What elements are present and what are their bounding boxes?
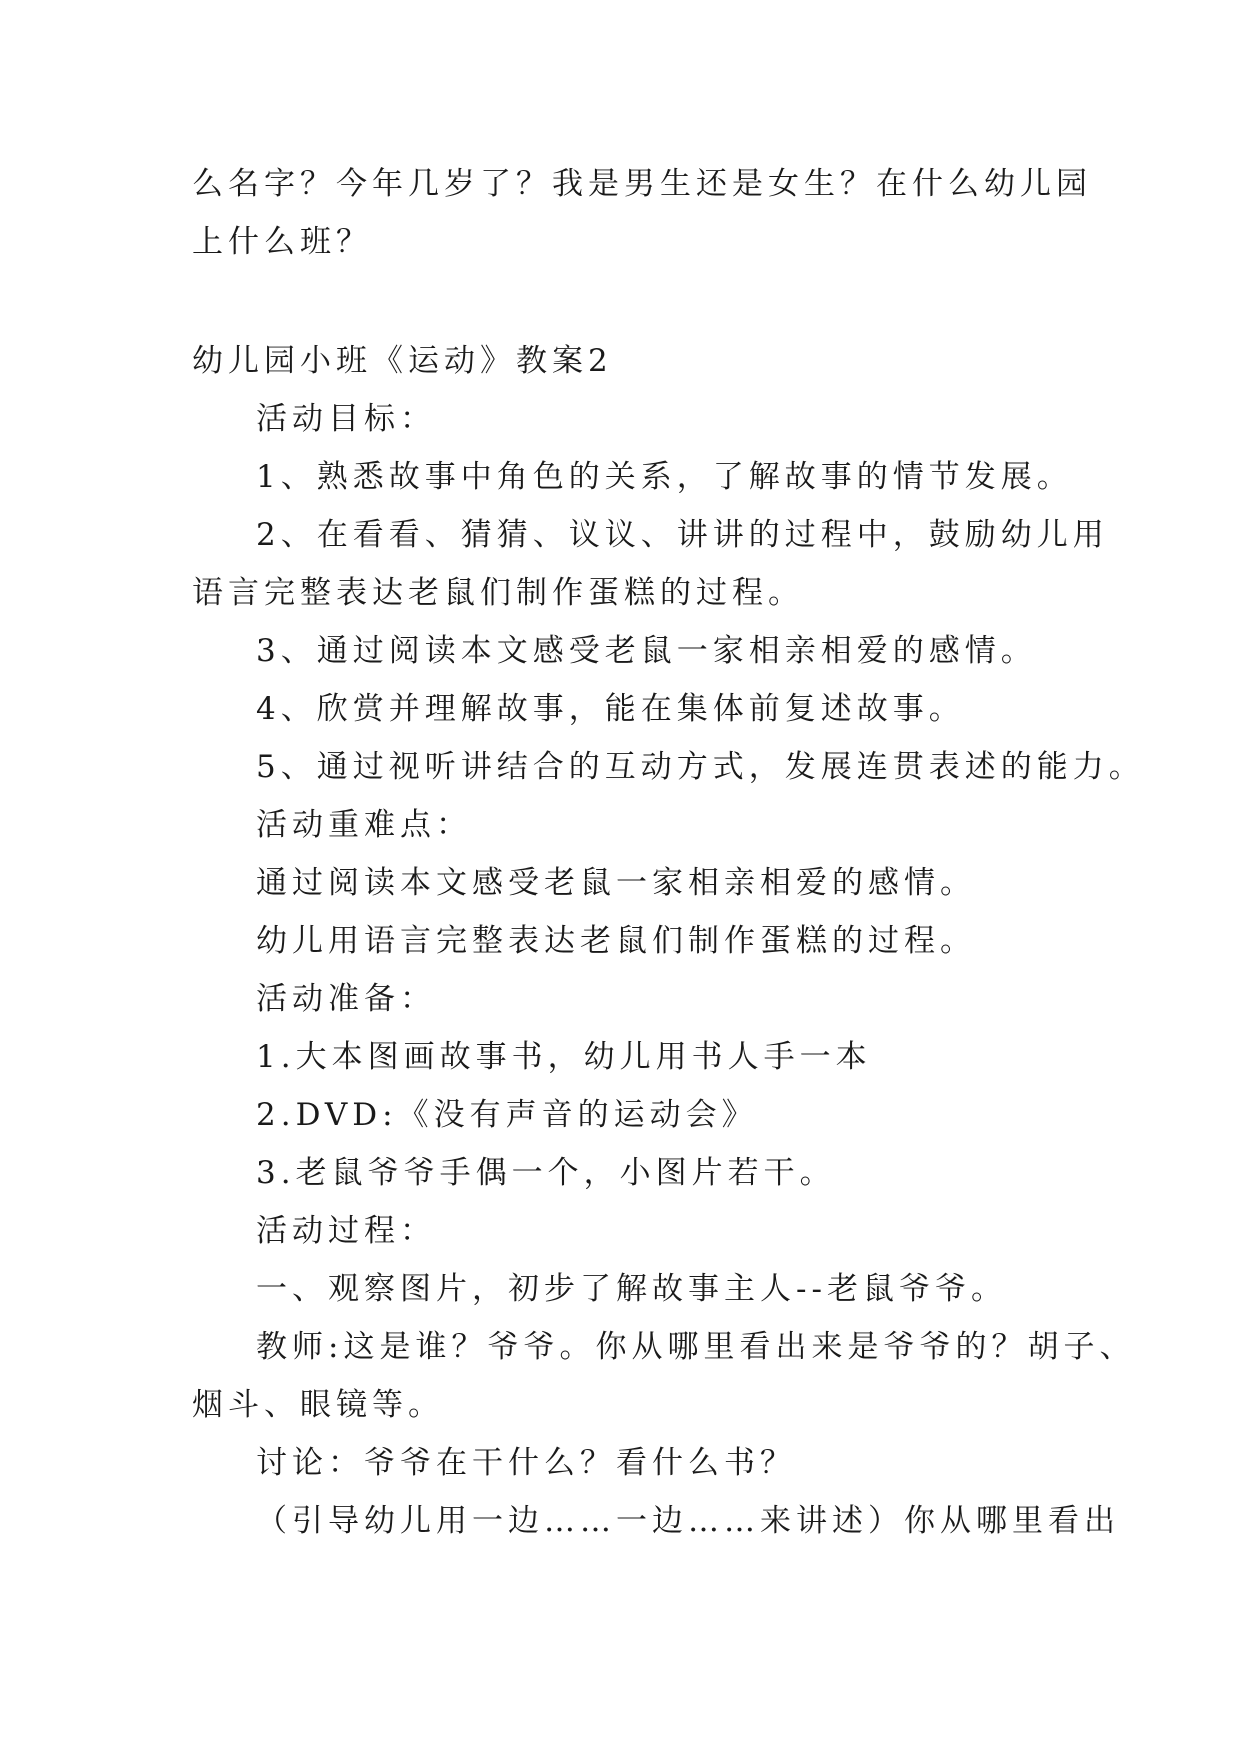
paragraph-line: 上什么班？ <box>192 224 372 260</box>
key-point-item: 幼儿用语言完整表达老鼠们制作蛋糕的过程。 <box>256 923 976 959</box>
process-item: 讨论：爷爷在干什么？看什么书？ <box>256 1445 796 1481</box>
key-point-item: 通过阅读本文感受老鼠一家相亲相爱的感情。 <box>256 865 976 901</box>
paragraph-line: 么名字？今年几岁了？我是男生还是女生？在什么幼儿园 <box>192 166 1092 202</box>
goal-item: 3、通过阅读本文感受老鼠一家相亲相爱的感情。 <box>256 633 1037 669</box>
prep-item: 2.DVD:《没有声音的运动会》 <box>256 1097 758 1133</box>
process-heading: 活动过程： <box>256 1213 436 1249</box>
process-item: 一、观察图片，初步了解故事主人--老鼠爷爷。 <box>256 1271 1007 1307</box>
section-title: 幼儿园小班《运动》教案2 <box>192 343 613 379</box>
prep-item: 1.大本图画故事书，幼儿用书人手一本 <box>256 1039 872 1075</box>
goal-item: 1、熟悉故事中角色的关系，了解故事的情节发展。 <box>256 459 1073 495</box>
goal-item: 5、通过视听讲结合的互动方式，发展连贯表述的能力。 <box>256 749 1145 785</box>
process-item-continuation: 烟斗、眼镜等。 <box>192 1387 444 1423</box>
goal-item: 2、在看看、猜猜、议议、讲讲的过程中，鼓励幼儿用 <box>256 517 1109 553</box>
key-points-heading: 活动重难点： <box>256 807 472 843</box>
process-item: 教师:这是谁？爷爷。你从哪里看出来是爷爷的？胡子、 <box>256 1329 1136 1365</box>
goals-heading: 活动目标： <box>256 401 436 437</box>
goal-item-continuation: 语言完整表达老鼠们制作蛋糕的过程。 <box>192 575 804 611</box>
goal-item: 4、欣赏并理解故事，能在集体前复述故事。 <box>256 691 965 727</box>
process-item: （引导幼儿用一边……一边……来讲述）你从哪里看出 <box>256 1503 1120 1539</box>
prep-heading: 活动准备： <box>256 981 436 1017</box>
prep-item: 3.老鼠爷爷手偶一个，小图片若干。 <box>256 1155 836 1191</box>
